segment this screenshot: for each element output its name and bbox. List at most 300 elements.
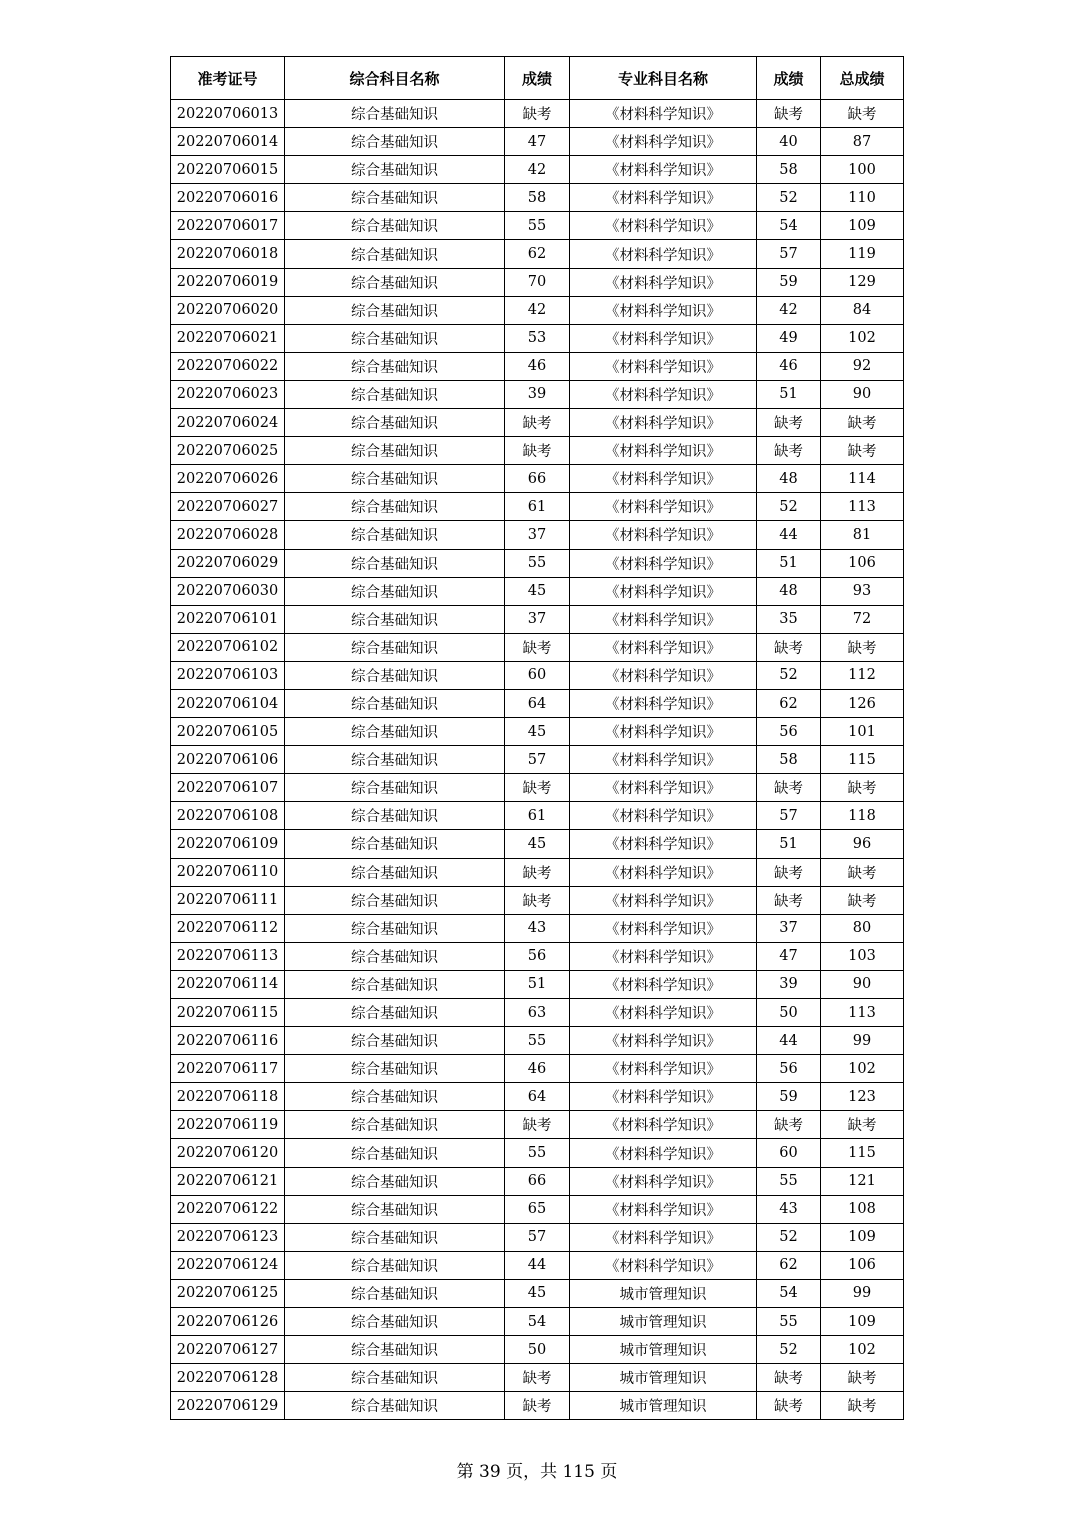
major-subject-cell: 《材料科学知识》 [570, 1111, 757, 1139]
major-subject-cell: 《材料科学知识》 [570, 970, 757, 998]
exam-id-cell: 20220706107 [171, 774, 285, 802]
general-subject-cell: 综合基础知识 [285, 886, 505, 914]
exam-id-cell: 20220706025 [171, 437, 285, 465]
major-score-cell: 52 [757, 493, 821, 521]
general-subject-cell: 综合基础知识 [285, 689, 505, 717]
major-subject-cell: 《材料科学知识》 [570, 268, 757, 296]
general-subject-cell: 综合基础知识 [285, 380, 505, 408]
exam-id-cell: 20220706023 [171, 380, 285, 408]
general-score-cell: 56 [505, 942, 570, 970]
exam-id-cell: 20220706102 [171, 633, 285, 661]
table-row [171, 409, 904, 437]
exam-id-cell: 20220706126 [171, 1308, 285, 1336]
total-score-cell: 113 [821, 999, 904, 1027]
major-score-cell: 52 [757, 1336, 821, 1364]
general-score-cell: 42 [505, 156, 570, 184]
major-score-cell: 缺考 [757, 1111, 821, 1139]
exam-id-cell: 20220706129 [171, 1392, 285, 1420]
exam-id-cell: 20220706024 [171, 409, 285, 437]
general-score-cell: 54 [505, 1308, 570, 1336]
major-score-cell: 44 [757, 1027, 821, 1055]
total-score-cell: 80 [821, 914, 904, 942]
major-subject-cell: 《材料科学知识》 [570, 1083, 757, 1111]
total-score-cell: 109 [821, 212, 904, 240]
table-row [171, 774, 904, 802]
general-score-cell: 65 [505, 1195, 570, 1223]
major-subject-cell: 《材料科学知识》 [570, 689, 757, 717]
major-subject-cell: 《材料科学知识》 [570, 212, 757, 240]
exam-id-cell: 20220706026 [171, 465, 285, 493]
major-subject-cell: 《材料科学知识》 [570, 1139, 757, 1167]
major-score-cell: 40 [757, 128, 821, 156]
table-row [171, 746, 904, 774]
exam-id-cell: 20220706117 [171, 1055, 285, 1083]
general-subject-cell: 综合基础知识 [285, 549, 505, 577]
general-subject-cell: 综合基础知识 [285, 1027, 505, 1055]
total-score-cell: 缺考 [821, 437, 904, 465]
exam-id-cell: 20220706017 [171, 212, 285, 240]
table-row [171, 100, 904, 128]
exam-id-cell: 20220706013 [171, 100, 285, 128]
major-subject-cell: 《材料科学知识》 [570, 156, 757, 184]
exam-id-cell: 20220706128 [171, 1364, 285, 1392]
major-subject-cell: 《材料科学知识》 [570, 521, 757, 549]
header-major-score: 成绩 [757, 57, 821, 100]
major-score-cell: 51 [757, 380, 821, 408]
exam-id-cell: 20220706030 [171, 577, 285, 605]
table-row [171, 577, 904, 605]
exam-id-cell: 20220706015 [171, 156, 285, 184]
major-score-cell: 缺考 [757, 774, 821, 802]
general-score-cell: 58 [505, 184, 570, 212]
table-row [171, 212, 904, 240]
general-subject-cell: 综合基础知识 [285, 100, 505, 128]
exam-id-cell: 20220706125 [171, 1279, 285, 1307]
general-score-cell: 61 [505, 493, 570, 521]
major-subject-cell: 《材料科学知识》 [570, 549, 757, 577]
major-subject-cell: 《材料科学知识》 [570, 128, 757, 156]
general-score-cell: 57 [505, 746, 570, 774]
total-score-cell: 102 [821, 1055, 904, 1083]
total-score-cell: 缺考 [821, 858, 904, 886]
general-score-cell: 55 [505, 1139, 570, 1167]
exam-id-cell: 20220706014 [171, 128, 285, 156]
total-score-cell: 缺考 [821, 409, 904, 437]
total-score-cell: 缺考 [821, 1364, 904, 1392]
total-score-cell: 106 [821, 549, 904, 577]
major-score-cell: 56 [757, 718, 821, 746]
general-subject-cell: 综合基础知识 [285, 1279, 505, 1307]
general-subject-cell: 综合基础知识 [285, 240, 505, 268]
general-subject-cell: 综合基础知识 [285, 1195, 505, 1223]
total-score-cell: 115 [821, 1139, 904, 1167]
general-score-cell: 缺考 [505, 1111, 570, 1139]
total-score-cell: 缺考 [821, 1111, 904, 1139]
general-subject-cell: 综合基础知识 [285, 184, 505, 212]
general-subject-cell: 综合基础知识 [285, 128, 505, 156]
general-subject-cell: 综合基础知识 [285, 156, 505, 184]
general-subject-cell: 综合基础知识 [285, 521, 505, 549]
table-row [171, 1111, 904, 1139]
major-subject-cell: 《材料科学知识》 [570, 942, 757, 970]
general-score-cell: 44 [505, 1251, 570, 1279]
general-subject-cell: 综合基础知识 [285, 1111, 505, 1139]
major-score-cell: 52 [757, 184, 821, 212]
total-score-cell: 缺考 [821, 774, 904, 802]
general-score-cell: 50 [505, 1336, 570, 1364]
major-subject-cell: 《材料科学知识》 [570, 802, 757, 830]
table-row [171, 296, 904, 324]
major-subject-cell: 城市管理知识 [570, 1308, 757, 1336]
general-score-cell: 66 [505, 1167, 570, 1195]
table-header [171, 57, 904, 100]
major-subject-cell: 《材料科学知识》 [570, 577, 757, 605]
major-score-cell: 47 [757, 942, 821, 970]
major-subject-cell: 《材料科学知识》 [570, 493, 757, 521]
exam-id-cell: 20220706114 [171, 970, 285, 998]
major-score-cell: 59 [757, 1083, 821, 1111]
major-score-cell: 51 [757, 830, 821, 858]
table-row [171, 1055, 904, 1083]
header-general-subject: 综合科目名称 [285, 57, 505, 100]
total-score-cell: 99 [821, 1279, 904, 1307]
exam-id-cell: 20220706021 [171, 324, 285, 352]
table-row [171, 802, 904, 830]
major-subject-cell: 城市管理知识 [570, 1336, 757, 1364]
major-subject-cell: 《材料科学知识》 [570, 409, 757, 437]
table-row [171, 128, 904, 156]
exam-id-cell: 20220706103 [171, 661, 285, 689]
total-score-cell: 115 [821, 746, 904, 774]
exam-id-cell: 20220706016 [171, 184, 285, 212]
major-score-cell: 48 [757, 465, 821, 493]
major-score-cell: 缺考 [757, 437, 821, 465]
major-score-cell: 51 [757, 549, 821, 577]
total-score-cell: 113 [821, 493, 904, 521]
table-row [171, 1195, 904, 1223]
general-score-cell: 37 [505, 521, 570, 549]
exam-id-cell: 20220706104 [171, 689, 285, 717]
general-score-cell: 47 [505, 128, 570, 156]
exam-id-cell: 20220706127 [171, 1336, 285, 1364]
exam-id-cell: 20220706108 [171, 802, 285, 830]
major-subject-cell: 《材料科学知识》 [570, 1167, 757, 1195]
total-score-cell: 102 [821, 1336, 904, 1364]
general-subject-cell: 综合基础知识 [285, 718, 505, 746]
table-row [171, 858, 904, 886]
exam-id-cell: 20220706118 [171, 1083, 285, 1111]
general-subject-cell: 综合基础知识 [285, 661, 505, 689]
total-score-cell: 121 [821, 1167, 904, 1195]
general-subject-cell: 综合基础知识 [285, 605, 505, 633]
exam-id-cell: 20220706123 [171, 1223, 285, 1251]
general-score-cell: 46 [505, 352, 570, 380]
general-score-cell: 缺考 [505, 633, 570, 661]
major-score-cell: 39 [757, 970, 821, 998]
table-row [171, 633, 904, 661]
exam-id-cell: 20220706106 [171, 746, 285, 774]
major-score-cell: 57 [757, 802, 821, 830]
table-row [171, 914, 904, 942]
table-row [171, 942, 904, 970]
general-subject-cell: 综合基础知识 [285, 633, 505, 661]
major-subject-cell: 《材料科学知识》 [570, 746, 757, 774]
general-subject-cell: 综合基础知识 [285, 212, 505, 240]
major-score-cell: 58 [757, 746, 821, 774]
major-subject-cell: 《材料科学知识》 [570, 296, 757, 324]
general-subject-cell: 综合基础知识 [285, 296, 505, 324]
table-row [171, 1139, 904, 1167]
general-score-cell: 60 [505, 661, 570, 689]
total-score-cell: 87 [821, 128, 904, 156]
major-subject-cell: 《材料科学知识》 [570, 1223, 757, 1251]
general-subject-cell: 综合基础知识 [285, 914, 505, 942]
major-subject-cell: 《材料科学知识》 [570, 240, 757, 268]
major-subject-cell: 《材料科学知识》 [570, 605, 757, 633]
total-score-cell: 112 [821, 661, 904, 689]
total-score-cell: 103 [821, 942, 904, 970]
major-subject-cell: 《材料科学知识》 [570, 661, 757, 689]
major-subject-cell: 《材料科学知识》 [570, 1055, 757, 1083]
general-score-cell: 61 [505, 802, 570, 830]
exam-id-cell: 20220706111 [171, 886, 285, 914]
exam-id-cell: 20220706019 [171, 268, 285, 296]
general-subject-cell: 综合基础知识 [285, 802, 505, 830]
exam-id-cell: 20220706109 [171, 830, 285, 858]
major-subject-cell: 城市管理知识 [570, 1392, 757, 1420]
exam-id-cell: 20220706112 [171, 914, 285, 942]
table-row [171, 493, 904, 521]
table-row [171, 521, 904, 549]
table-row [171, 240, 904, 268]
general-subject-cell: 综合基础知识 [285, 352, 505, 380]
exam-id-cell: 20220706027 [171, 493, 285, 521]
table-row [171, 268, 904, 296]
total-score-cell: 110 [821, 184, 904, 212]
total-score-cell: 81 [821, 521, 904, 549]
general-score-cell: 51 [505, 970, 570, 998]
total-score-cell: 90 [821, 380, 904, 408]
general-subject-cell: 综合基础知识 [285, 746, 505, 774]
table-row [171, 830, 904, 858]
major-score-cell: 缺考 [757, 100, 821, 128]
table-row [171, 1167, 904, 1195]
general-subject-cell: 综合基础知识 [285, 1364, 505, 1392]
major-subject-cell: 《材料科学知识》 [570, 465, 757, 493]
general-subject-cell: 综合基础知识 [285, 1139, 505, 1167]
total-score-cell: 108 [821, 1195, 904, 1223]
major-score-cell: 52 [757, 661, 821, 689]
header-major-subject: 专业科目名称 [570, 57, 757, 100]
general-subject-cell: 综合基础知识 [285, 1336, 505, 1364]
general-score-cell: 缺考 [505, 774, 570, 802]
total-score-cell: 96 [821, 830, 904, 858]
general-subject-cell: 综合基础知识 [285, 774, 505, 802]
general-score-cell: 57 [505, 1223, 570, 1251]
exam-id-cell: 20220706122 [171, 1195, 285, 1223]
general-subject-cell: 综合基础知识 [285, 970, 505, 998]
general-score-cell: 37 [505, 605, 570, 633]
general-score-cell: 缺考 [505, 409, 570, 437]
major-score-cell: 57 [757, 240, 821, 268]
general-score-cell: 45 [505, 718, 570, 746]
table-row [171, 1223, 904, 1251]
exam-id-cell: 20220706028 [171, 521, 285, 549]
general-score-cell: 53 [505, 324, 570, 352]
general-subject-cell: 综合基础知识 [285, 1392, 505, 1420]
general-subject-cell: 综合基础知识 [285, 324, 505, 352]
general-subject-cell: 综合基础知识 [285, 830, 505, 858]
table-row [171, 1027, 904, 1055]
table-row [171, 1392, 904, 1420]
general-score-cell: 45 [505, 577, 570, 605]
table-body [171, 100, 904, 1420]
page-number: 第 39 页，共 115 页 [456, 1462, 618, 1482]
general-score-cell: 45 [505, 1279, 570, 1307]
header-total-score: 总成绩 [821, 57, 904, 100]
table-row [171, 999, 904, 1027]
general-subject-cell: 综合基础知识 [285, 437, 505, 465]
exam-id-cell: 20220706101 [171, 605, 285, 633]
general-subject-cell: 综合基础知识 [285, 942, 505, 970]
general-score-cell: 64 [505, 689, 570, 717]
major-score-cell: 缺考 [757, 886, 821, 914]
exam-id-cell: 20220706115 [171, 999, 285, 1027]
major-subject-cell: 《材料科学知识》 [570, 184, 757, 212]
major-subject-cell: 《材料科学知识》 [570, 100, 757, 128]
major-subject-cell: 《材料科学知识》 [570, 858, 757, 886]
total-score-cell: 84 [821, 296, 904, 324]
table-row [171, 156, 904, 184]
major-score-cell: 59 [757, 268, 821, 296]
major-subject-cell: 《材料科学知识》 [570, 830, 757, 858]
table-row [171, 605, 904, 633]
exam-id-cell: 20220706110 [171, 858, 285, 886]
major-subject-cell: 《材料科学知识》 [570, 999, 757, 1027]
major-score-cell: 缺考 [757, 1392, 821, 1420]
total-score-cell: 114 [821, 465, 904, 493]
major-score-cell: 缺考 [757, 1364, 821, 1392]
major-score-cell: 55 [757, 1308, 821, 1336]
total-score-cell: 100 [821, 156, 904, 184]
table-row [171, 324, 904, 352]
major-score-cell: 42 [757, 296, 821, 324]
general-subject-cell: 综合基础知识 [285, 1251, 505, 1279]
major-subject-cell: 《材料科学知识》 [570, 324, 757, 352]
table-row [171, 184, 904, 212]
major-score-cell: 37 [757, 914, 821, 942]
exam-id-cell: 20220706119 [171, 1111, 285, 1139]
table-row [171, 380, 904, 408]
table-row [171, 1279, 904, 1307]
table-row [171, 886, 904, 914]
header-row [171, 57, 904, 100]
exam-id-cell: 20220706113 [171, 942, 285, 970]
major-score-cell: 50 [757, 999, 821, 1027]
total-score-cell: 缺考 [821, 886, 904, 914]
total-score-cell: 93 [821, 577, 904, 605]
general-score-cell: 63 [505, 999, 570, 1027]
major-subject-cell: 《材料科学知识》 [570, 718, 757, 746]
major-score-cell: 56 [757, 1055, 821, 1083]
major-score-cell: 52 [757, 1223, 821, 1251]
major-subject-cell: 《材料科学知识》 [570, 1195, 757, 1223]
total-score-cell: 109 [821, 1223, 904, 1251]
total-score-cell: 102 [821, 324, 904, 352]
exam-id-cell: 20220706105 [171, 718, 285, 746]
general-subject-cell: 综合基础知识 [285, 1167, 505, 1195]
general-score-cell: 64 [505, 1083, 570, 1111]
general-score-cell: 缺考 [505, 1364, 570, 1392]
general-score-cell: 39 [505, 380, 570, 408]
major-subject-cell: 《材料科学知识》 [570, 633, 757, 661]
major-subject-cell: 城市管理知识 [570, 1279, 757, 1307]
header-exam-id: 准考证号 [171, 57, 285, 100]
total-score-cell: 118 [821, 802, 904, 830]
table-row [171, 970, 904, 998]
exam-id-cell: 20220706124 [171, 1251, 285, 1279]
general-score-cell: 45 [505, 830, 570, 858]
table-row [171, 437, 904, 465]
major-score-cell: 35 [757, 605, 821, 633]
general-subject-cell: 综合基础知识 [285, 999, 505, 1027]
general-score-cell: 66 [505, 465, 570, 493]
major-score-cell: 缺考 [757, 858, 821, 886]
general-score-cell: 缺考 [505, 886, 570, 914]
total-score-cell: 129 [821, 268, 904, 296]
major-subject-cell: 《材料科学知识》 [570, 774, 757, 802]
total-score-cell: 72 [821, 605, 904, 633]
major-subject-cell: 《材料科学知识》 [570, 1251, 757, 1279]
general-subject-cell: 综合基础知识 [285, 1223, 505, 1251]
general-score-cell: 42 [505, 296, 570, 324]
major-subject-cell: 《材料科学知识》 [570, 380, 757, 408]
table-row [171, 1083, 904, 1111]
total-score-cell: 123 [821, 1083, 904, 1111]
general-score-cell: 70 [505, 268, 570, 296]
total-score-cell: 92 [821, 352, 904, 380]
general-subject-cell: 综合基础知识 [285, 409, 505, 437]
score-table [170, 56, 904, 1420]
total-score-cell: 缺考 [821, 633, 904, 661]
table-row [171, 1251, 904, 1279]
total-score-cell: 106 [821, 1251, 904, 1279]
general-subject-cell: 综合基础知识 [285, 858, 505, 886]
table-row [171, 718, 904, 746]
major-score-cell: 62 [757, 689, 821, 717]
major-subject-cell: 《材料科学知识》 [570, 914, 757, 942]
major-score-cell: 60 [757, 1139, 821, 1167]
major-score-cell: 48 [757, 577, 821, 605]
exam-id-cell: 20220706116 [171, 1027, 285, 1055]
major-subject-cell: 城市管理知识 [570, 1364, 757, 1392]
major-subject-cell: 《材料科学知识》 [570, 437, 757, 465]
general-subject-cell: 综合基础知识 [285, 1308, 505, 1336]
general-subject-cell: 综合基础知识 [285, 1055, 505, 1083]
table-row [171, 1364, 904, 1392]
general-score-cell: 55 [505, 212, 570, 240]
total-score-cell: 缺考 [821, 100, 904, 128]
total-score-cell: 109 [821, 1308, 904, 1336]
exam-id-cell: 20220706020 [171, 296, 285, 324]
general-score-cell: 43 [505, 914, 570, 942]
major-score-cell: 46 [757, 352, 821, 380]
table-row [171, 1308, 904, 1336]
general-subject-cell: 综合基础知识 [285, 465, 505, 493]
total-score-cell: 90 [821, 970, 904, 998]
major-score-cell: 54 [757, 1279, 821, 1307]
general-score-cell: 缺考 [505, 1392, 570, 1420]
